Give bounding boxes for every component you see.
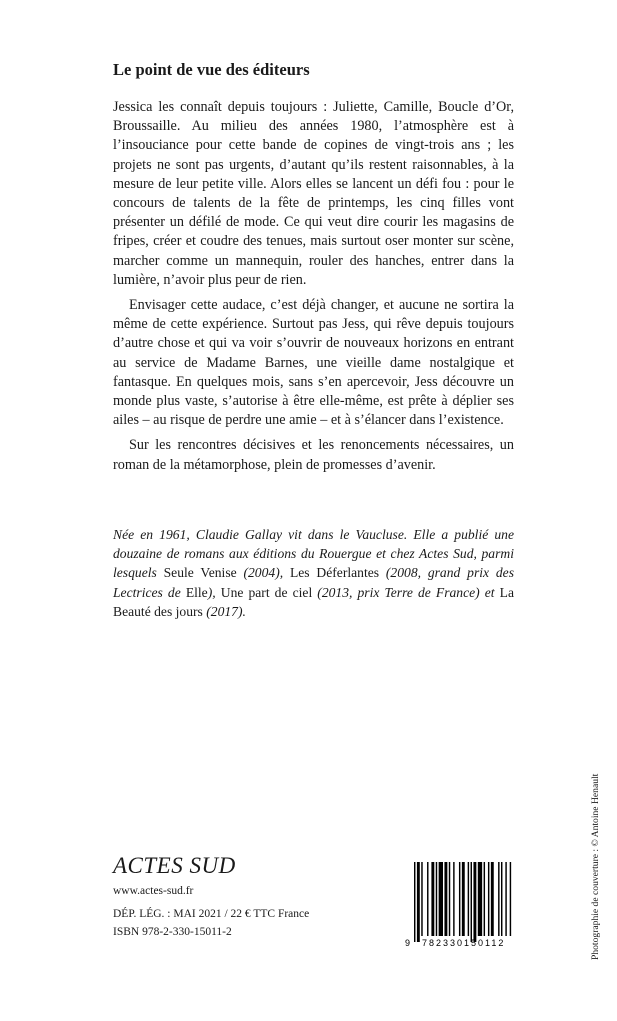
legal-deposit: DÉP. LÉG. : MAI 2021 / 22 € TTC France (113, 908, 310, 920)
barcode-bar (417, 862, 420, 942)
book-note: (2013, prix Terre de France) et (312, 584, 500, 600)
barcode-bar (453, 862, 454, 936)
barcode-bar (484, 862, 485, 936)
book-title: Seule Venise (163, 565, 237, 581)
barcode-bar (478, 862, 482, 936)
book-note: (2017). (202, 603, 246, 619)
photo-credit (590, 700, 602, 960)
barcode-bar (488, 862, 489, 936)
barcode-bar (459, 862, 460, 936)
barcode (402, 860, 514, 950)
book-note: ), (207, 584, 221, 600)
publisher-logo: ACTES SUD (113, 853, 236, 878)
barcode-digits-left: 782330 (422, 938, 465, 948)
blurb-paragraph: Envisager cette audace, c’est déjà changer, et aucune ne sortira la même de cette expérience. Surtout pas Jess, qui rêve depuis toujours d’autre chose et qui va voir s’ouvrir de nouveaux horizons en entrant au service de Madame Barnes, une vieille dame nostalgique et fantasque. En quelques mois, sans s’en apercevoir, Jess découvre un monde plus vaste, s’autorise à être elle-même, est prête à déplier ses ailes – au risque de perdre une amie – et à s’élancer dans l’existence. (113, 297, 514, 429)
isbn: ISBN 978-2-330-15011-2 (113, 926, 232, 938)
barcode-bar (510, 862, 511, 936)
barcode-digits-right: 150112 (464, 938, 506, 948)
blurb-text (113, 98, 514, 481)
barcode-bar (491, 862, 494, 936)
book-note: (2008, grand prix des Lectrices de (113, 565, 515, 600)
barcode-bars (402, 860, 514, 950)
barcode-bar (473, 862, 476, 942)
barcode-bar (439, 862, 443, 936)
barcode-bar (414, 862, 415, 942)
publisher-website: www.actes-sud.fr (113, 885, 194, 897)
barcode-bar (431, 862, 434, 936)
barcode-bar (436, 862, 437, 936)
blurb-paragraph: Sur les rencontres décisives et les renoncements nécessaires, un roman de la métamorphose, plein de promesses d’avenir. (113, 437, 514, 473)
magazine-title: Elle (185, 584, 208, 600)
author-bio (113, 525, 514, 621)
book-title: Les Déferlantes (289, 565, 380, 581)
barcode-bar (471, 862, 472, 942)
barcode-bar (449, 862, 450, 936)
blurb-paragraph: Jessica les connaît depuis toujours : Juliette, Camille, Boucle d’Or, Broussaille. Au milieu des années 1980, l’atmosphère est à l’insouciance pour cette bande de copines de vingt-trois ans ; les projets ne sont pas urgents, d’autant qu’ils restent raisonnables, à la mesure de leur petite ville. Alors elles se lancent un défi fou : pour le concours de talents de la fête de printemps, les cinq filles vont présenter un défilé de mode. Ce qui veut dire courir les magasins de fripes, créer et coudre des tenues, mais surtout oser monter sur scène, marcher comme un mannequin, rouler des hanches, entrer dans la lumière, n’avoir plus peur de rien. (113, 99, 514, 288)
barcode-bar (498, 862, 499, 936)
barcode-digit-first: 9 (405, 938, 411, 948)
book-title: Une part de ciel (220, 584, 313, 600)
book-title: La Beauté des jours (113, 584, 514, 619)
photo-credit-text: Photographie de couverture : © Antoine Henault (590, 773, 601, 960)
barcode-bar (444, 862, 447, 936)
book-note: (2004), (236, 565, 290, 581)
bio-intro: Née en 1961, Claudie Gallay vit dans le Vaucluse. Elle a publié une douzaine de romans aux éditions du Rouergue et chez Actes Sud, parmi lesquels (113, 527, 514, 581)
barcode-bar (501, 862, 502, 936)
barcode-bar (462, 862, 465, 936)
barcode-bar (421, 862, 422, 936)
page-heading: Le point de vue des éditeurs (113, 60, 310, 79)
barcode-bar (505, 862, 506, 936)
barcode-bar (468, 862, 469, 936)
barcode-bar (427, 862, 428, 936)
